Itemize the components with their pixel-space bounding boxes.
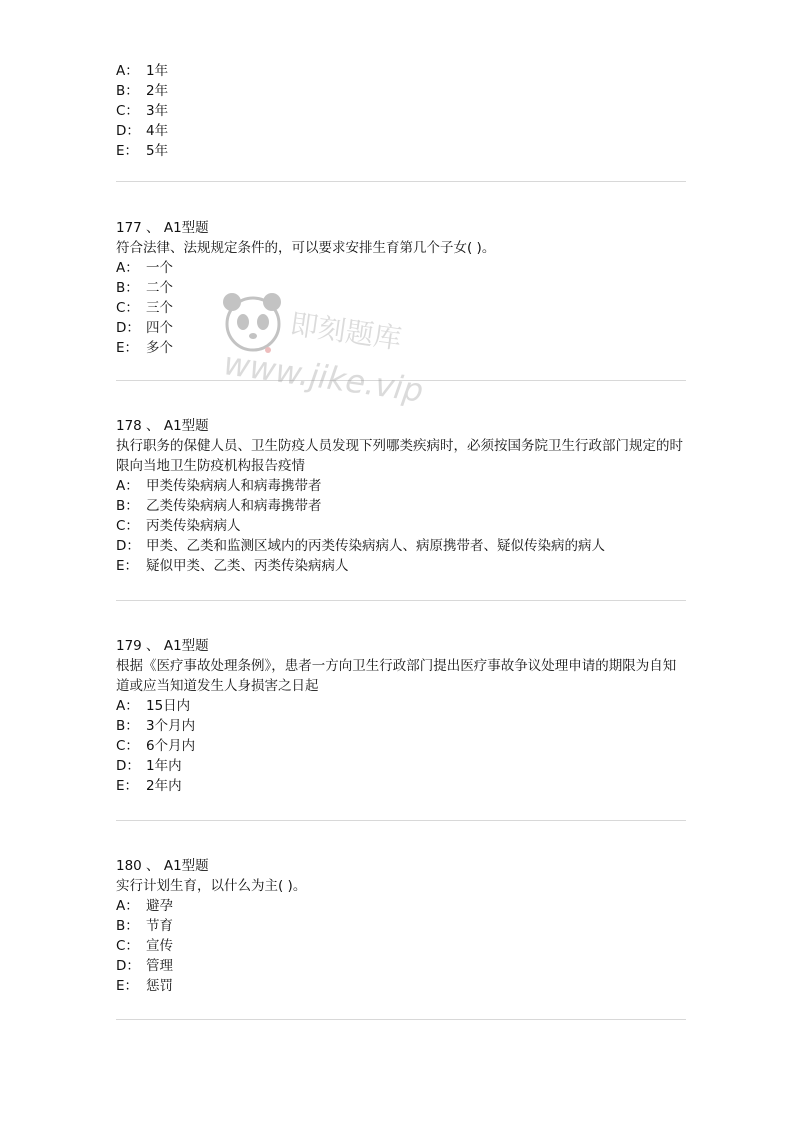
question-header: 177 、 A1型题 xyxy=(116,220,209,236)
question-178 xyxy=(116,416,686,576)
question-180 xyxy=(116,856,686,996)
question-stem: 实行计划生育，以什么为主( )。 xyxy=(116,878,307,894)
question-header: 178 、 A1型题 xyxy=(116,418,209,434)
option-b: B： 二个 xyxy=(116,280,173,296)
option-c: C： 三个 xyxy=(116,300,173,316)
question-stem: 根据《医疗事故处理条例》，患者一方向卫生行政部门提出医疗事故争议处理申请的期限为自知道或应当知道发生人身损害之日起 xyxy=(116,658,677,694)
option-c: C： 丙类传染病病人 xyxy=(116,518,241,534)
question-divider xyxy=(116,181,686,182)
option-e: E： 疑似甲类、乙类、丙类传染病病人 xyxy=(116,558,349,574)
option-b: B： 3个月内 xyxy=(116,718,196,734)
question-header: 179 、 A1型题 xyxy=(116,638,209,654)
option-e: E： 2年内 xyxy=(116,778,182,794)
question-divider xyxy=(116,1019,686,1020)
option-c: C： 6个月内 xyxy=(116,738,196,754)
option-a: A： 15日内 xyxy=(116,698,191,714)
option-c: C： 3年 xyxy=(116,103,169,119)
question-179 xyxy=(116,636,686,796)
watermark-brand: 即刻题库 xyxy=(288,307,404,356)
option-c: C： 宣传 xyxy=(116,938,173,954)
option-a: A： 甲类传染病病人和病毒携带者 xyxy=(116,478,322,494)
option-b: B： 乙类传染病病人和病毒携带者 xyxy=(116,498,322,514)
option-a: A： 1年 xyxy=(116,63,169,79)
option-e: E： 多个 xyxy=(116,340,173,356)
question-stem: 符合法律、法规规定条件的，可以要求安排生育第几个子女( )。 xyxy=(116,240,496,256)
option-d: D： 1年内 xyxy=(116,758,182,774)
option-a: A： 一个 xyxy=(116,260,173,276)
watermark-url: www.jike.vip xyxy=(221,344,426,410)
option-e: E： 5年 xyxy=(116,143,169,159)
question-divider xyxy=(116,380,686,381)
question-177 xyxy=(116,218,686,358)
question-header: 180 、 A1型题 xyxy=(116,858,209,874)
option-d: D： 四个 xyxy=(116,320,173,336)
question-stem: 执行职务的保健人员、卫生防疫人员发现下列哪类疾病时，必须按国务院卫生行政部门规定的时限向当地卫生防疫机构报告疫情 xyxy=(116,438,683,474)
option-e: E： 惩罚 xyxy=(116,978,173,994)
question-divider xyxy=(116,600,686,601)
question-divider xyxy=(116,820,686,821)
option-d: D： 甲类、乙类和监测区域内的丙类传染病病人、病原携带者、疑似传染病的病人 xyxy=(116,538,605,554)
option-b: B： 节育 xyxy=(116,918,173,934)
question-176 xyxy=(116,61,686,161)
option-b: B： 2年 xyxy=(116,83,169,99)
option-a: A： 避孕 xyxy=(116,898,173,914)
option-d: D： 管理 xyxy=(116,958,173,974)
option-d: D： 4年 xyxy=(116,123,169,139)
